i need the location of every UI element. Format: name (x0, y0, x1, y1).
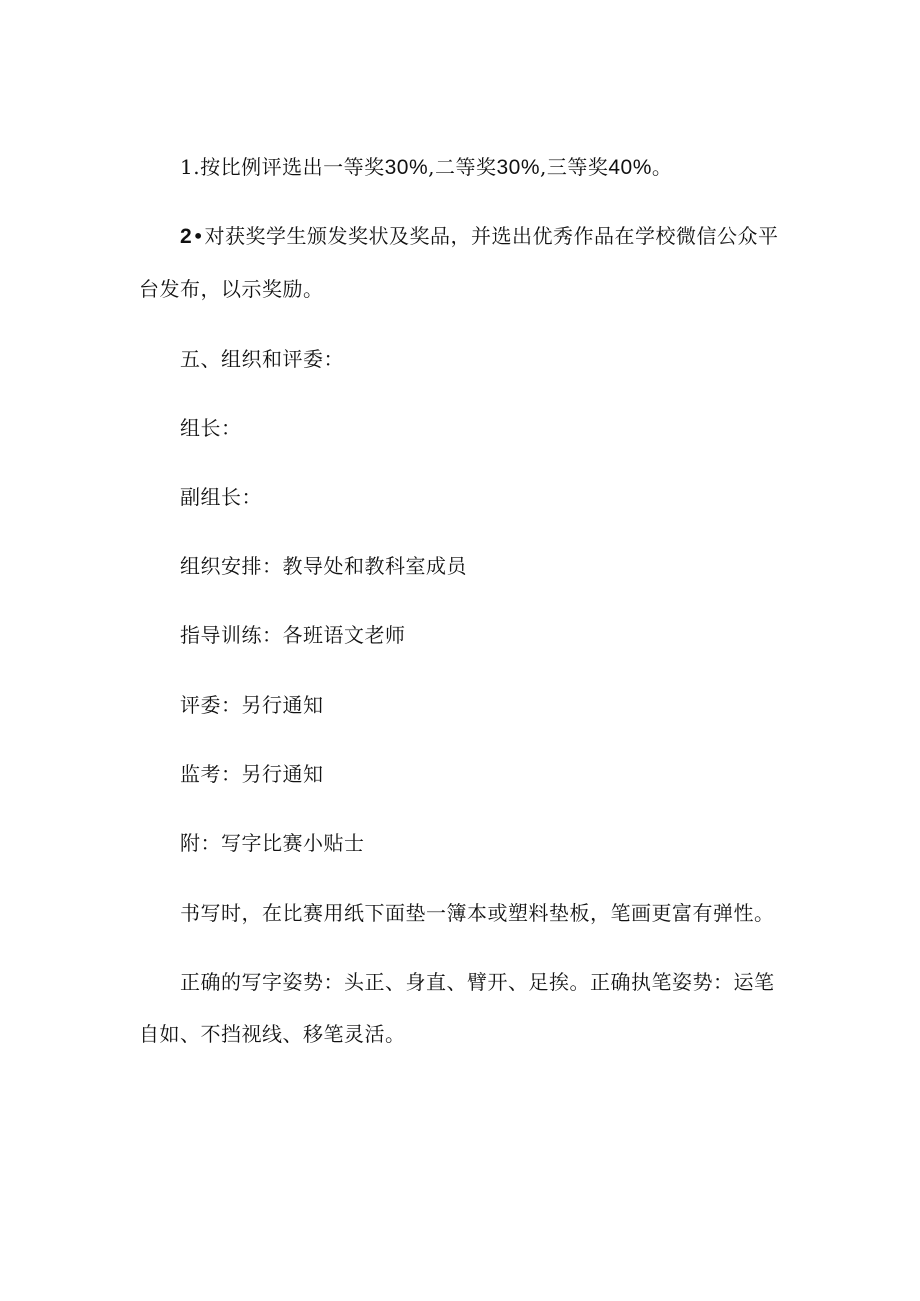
second-prize-percent: 30% (496, 156, 541, 179)
tip-posture-line-2: 自如、不挡视线、移笔灵活。 (139, 1022, 406, 1046)
tip-posture (139, 956, 779, 1060)
tips-heading: 附：写字比赛小贴士 (180, 831, 365, 855)
third-prize-label: ,三等奖 (540, 155, 609, 179)
section-heading-organization: 五、组织和评委： (180, 347, 344, 371)
tip-posture-line-1: 正确的写字姿势：头正、身直、臂开、足挨。正确执笔姿势：运笔 (180, 970, 775, 994)
proctor-line: 监考：另行通知 (180, 762, 324, 786)
third-prize-percent: 40% (608, 156, 652, 179)
judges-line: 评委：另行通知 (180, 693, 324, 717)
award-ceremony-line-1 (139, 210, 779, 263)
second-prize-label: ,二等奖 (428, 155, 497, 179)
award-ratio-item (139, 141, 779, 194)
award-ceremony-text: •对获奖学生颁发奖状及奖品，并选出优秀作品在学校微信公众平 (192, 224, 779, 248)
award-ratio-prefix: 1.按比例评选出一等奖 (180, 155, 385, 179)
item-number: 2 (180, 225, 193, 248)
arrangement-line: 组织安排：教导处和教科室成员 (180, 554, 467, 578)
first-prize-percent: 30% (384, 156, 429, 179)
deputy-leader-line: 副组长： (180, 485, 262, 509)
training-line: 指导训练：各班语文老师 (180, 623, 406, 647)
award-ceremony-item (139, 210, 779, 315)
leader-line: 组长： (180, 416, 242, 440)
tip-writing-pad: 书写时，在比赛用纸下面垫一簿本或塑料垫板，笔画更富有弹性。 (180, 901, 775, 925)
award-ratio-end: 。 (651, 155, 673, 179)
award-ceremony-line-2: 台发布，以示奖励。 (139, 277, 324, 301)
